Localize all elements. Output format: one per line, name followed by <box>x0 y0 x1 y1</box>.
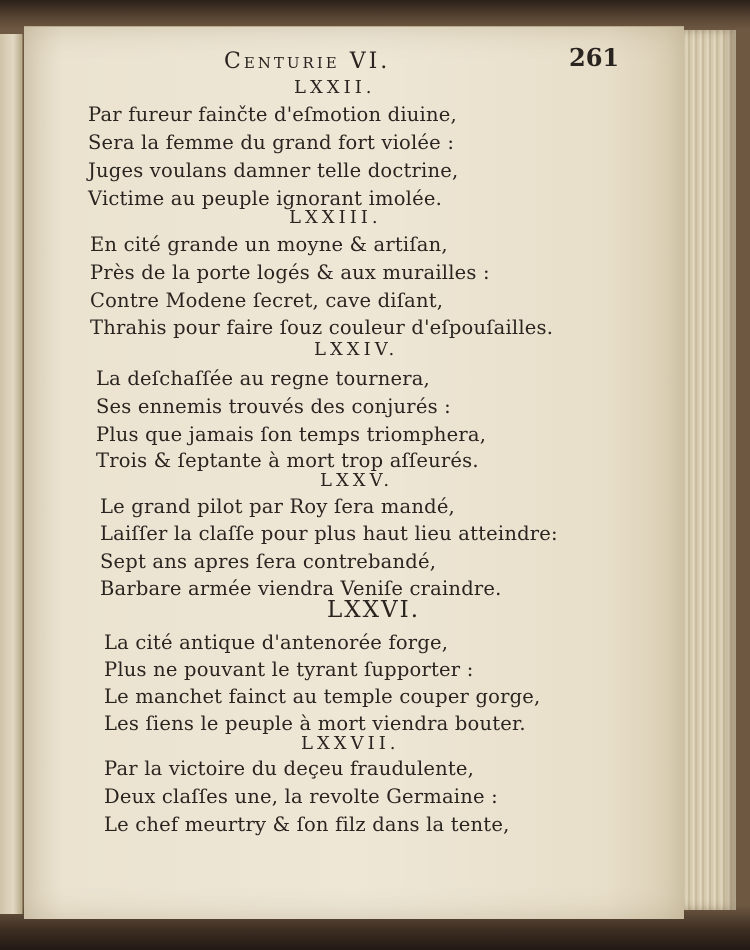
verse-line: Par fureur fainčte d'eſmotion diuine, <box>88 103 457 126</box>
page-block-edges <box>684 30 736 910</box>
verse-line: Près de la porte logés & aux murailles : <box>90 261 490 284</box>
verse-line: La deſchaſſée au regne tournera, <box>96 367 430 390</box>
verse-line: La cité antique d'antenorée forge, <box>104 631 449 654</box>
verse-line: Juges voulans damner telle doctrine, <box>88 159 459 182</box>
stanza-numeral: LXXVI. <box>327 597 421 623</box>
verse-line: Sera la femme du grand fort violée : <box>88 131 455 154</box>
verse-line: Les ſiens le peuple à mort viendra bouter. <box>104 712 526 735</box>
stanza-numeral: LXXVII. <box>301 733 400 754</box>
verse-line: Thrahis pour faire ſouz couleur d'eſpouſailles. <box>90 316 554 339</box>
facing-page-edge <box>0 34 23 914</box>
verse-line: Par la victoire du deçeu fraudulente, <box>104 757 475 780</box>
stanza-numeral: LXXII. <box>294 77 376 98</box>
verse-line: Trois & ſeptante à mort trop aſſeurés. <box>96 449 479 472</box>
verse-line: Sept ans apres ſera contrebandé, <box>100 550 437 573</box>
verse-line: Laiſſer la claſſe pour plus haut lieu atteindre: <box>100 522 558 545</box>
book-page <box>24 26 684 919</box>
page-number: 261 <box>569 43 620 72</box>
running-title: Centurie VI. <box>224 49 391 74</box>
verse-line: Le manchet fainct au temple couper gorge, <box>104 685 541 708</box>
verse-line: Deux claſſes une, la revolte Germaine : <box>104 785 498 808</box>
stanza-numeral: LXXIV. <box>314 339 399 360</box>
verse-line: Ses ennemis trouvés des conjurés : <box>96 395 451 418</box>
verse-line: Contre Modene ſecret, cave diſant, <box>90 289 444 312</box>
verse-line: En cité grande un moyne & artiſan, <box>90 233 448 256</box>
verse-line: Victime au peuple ignorant imolée. <box>88 187 442 210</box>
stanza-numeral: LXXV. <box>320 470 394 491</box>
verse-line: Plus que jamais ſon temps triomphera, <box>96 423 487 446</box>
verse-line: Barbare armée viendra Veniſe craindre. <box>100 577 502 600</box>
verse-line: Le chef meurtry & ſon filz dans la tente, <box>104 813 510 836</box>
verse-line: Le grand pilot par Roy ſera mandé, <box>100 495 455 518</box>
verse-line: Plus ne pouvant le tyrant ſupporter : <box>104 658 474 681</box>
stanza-numeral: LXXIII. <box>289 207 382 228</box>
page-header <box>224 43 620 79</box>
